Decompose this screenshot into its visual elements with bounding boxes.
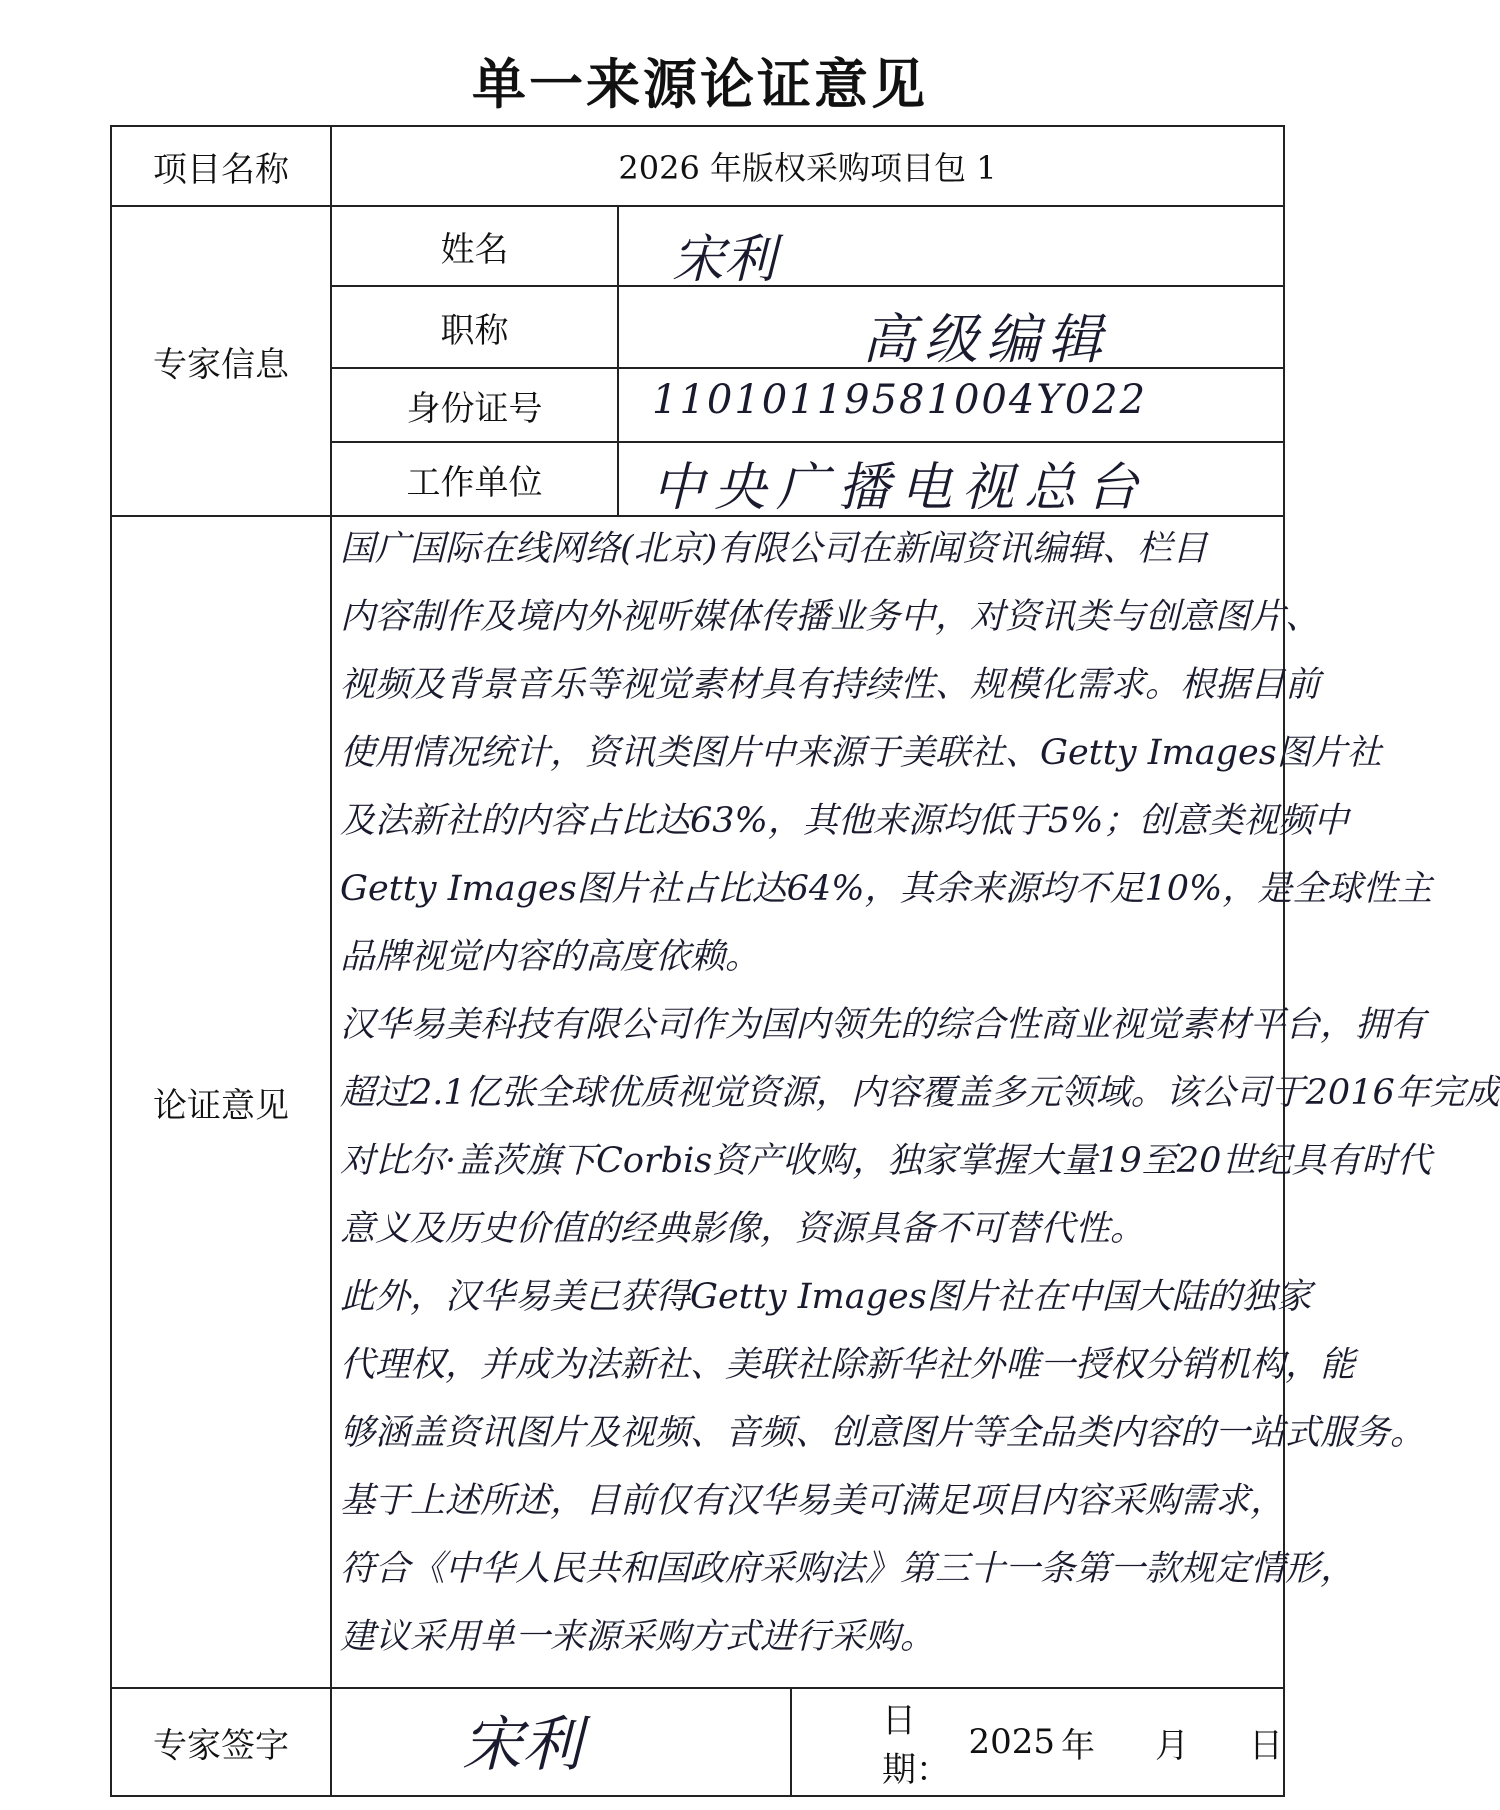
project-name-value: 2026 年版权采购项目包 1 [618,149,997,187]
date-label: 日期： [882,1701,950,1790]
project-name-label: 项目名称 [153,149,289,190]
opinion-line: 够涵盖资讯图片及视频、音频、创意图片等全品类内容的一站式服务。 [340,1413,1426,1453]
opinion-line: Getty Images图片社占比达64%，其余来源均不足10%，是全球性主 [340,869,1433,909]
work-unit-handwritten: 中央广播电视总台 [652,458,1149,518]
opinion-line: 汉华易美科技有限公司作为国内领先的综合性商业视觉素材平台，拥有 [340,1005,1426,1045]
name-label: 姓名 [440,229,509,270]
opinion-line: 意义及历史价值的经典影像，资源具备不可替代性。 [340,1209,1146,1249]
date-year: 2025 [968,1722,1055,1762]
opinion-line: 内容制作及境内外视听媒体传播业务中，对资讯类与创意图片、 [340,597,1321,637]
opinion-line: 品牌视觉内容的高度依赖。 [340,937,761,977]
form-table [110,125,1500,1797]
opinion-line: 超过2.1亿张全球优质视觉资源，内容覆盖多元领域。该公司于2016年完成 [340,1073,1500,1113]
opinion-line: 建议采用单一来源采购方式进行采购。 [340,1617,936,1657]
title-handwritten: 高级编辑 [862,308,1110,371]
opinion-label: 论证意见 [153,1085,289,1126]
date-year-unit: 年 [1061,1725,1095,1766]
opinion-line: 视频及背景音乐等视觉素材具有持续性、规模化需求。根据目前 [340,665,1321,705]
date-field [882,1689,1283,1795]
id-number-handwritten: 11010119581004Y022 [652,377,1148,423]
opinion-line: 基于上述所述，目前仅有汉华易美可满足项目内容采购需求， [340,1481,1286,1521]
date-day-unit: 日 [1249,1725,1283,1766]
work-unit-label: 工作单位 [406,462,543,503]
expert-info-label: 专家信息 [153,344,289,385]
opinion-line: 符合《中华人民共和国政府采购法》第三十一条第一款规定情形， [340,1549,1356,1589]
signature-handwritten: 宋利 [462,1710,582,1780]
opinion-handwritten-body [340,527,1500,1677]
document-title: 单一来源论证意见 [472,53,928,116]
opinion-line: 代理权，并成为法新社、美联社除新华社外唯一授权分销机构，能 [340,1345,1356,1385]
signature-label: 专家签字 [153,1725,289,1766]
opinion-line: 及法新社的内容占比达63%，其他来源均低于5%；创意类视频中 [340,801,1349,841]
id-number-label: 身份证号 [406,388,543,429]
name-handwritten: 宋利 [672,230,777,290]
opinion-line: 国广国际在线网络(北京)有限公司在新闻资讯编辑、栏目 [340,529,1208,569]
date-month-unit: 月 [1155,1725,1189,1766]
opinion-line: 使用情况统计，资讯类图片中来源于美联社、Getty Images图片社 [340,733,1382,773]
title-label: 职称 [440,310,509,351]
column-divider [790,1687,792,1795]
opinion-line: 对比尔·盖茨旗下Corbis资产收购，独家掌握大量19至20世纪具有时代 [340,1141,1432,1181]
opinion-line: 此外，汉华易美已获得Getty Images图片社在中国大陆的独家 [340,1277,1312,1317]
column-divider [617,205,619,515]
